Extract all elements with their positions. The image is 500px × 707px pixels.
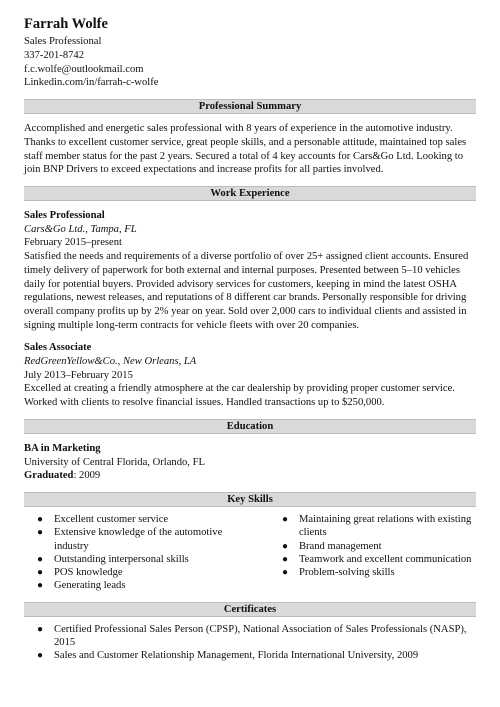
bullet-icon: ● (37, 650, 44, 662)
certificate-item: ● Sales and Customer Relationship Management, Florida International University, 2009 (37, 650, 419, 662)
skill-item: ● POS knowledge (37, 567, 123, 579)
certificates-list (24, 623, 476, 663)
bullet-icon: ● (281, 540, 288, 552)
summary-heading: Professional Summary (24, 99, 476, 114)
skill-item: ● Teamwork and excellent communication (281, 553, 472, 565)
skills-heading: Key Skills (24, 492, 476, 507)
graduation (24, 469, 476, 483)
bullet-icon: ● (37, 580, 44, 592)
skill-item: ● Problem-solving skills (281, 567, 395, 579)
phone-number: 337-201-8742 (24, 49, 85, 61)
job-entry (24, 209, 476, 332)
candidate-name: Farrah Wolfe (24, 16, 108, 32)
skill-item: ● Extensive knowledge of the automotive industry (37, 527, 223, 552)
bullet-icon: ● (37, 567, 44, 579)
job-company: Cars&Go Ltd., Tampa, FL (24, 223, 137, 235)
skills-list (24, 513, 476, 593)
skill-item: ● Outstanding interpersonal skills (37, 553, 189, 565)
skill-item: ● Brand management (281, 540, 382, 552)
graduated-year: : 2009 (73, 470, 101, 482)
candidate-title: Sales Professional (24, 36, 102, 47)
skill-item: ● Maintaining great relations with existing clients (281, 513, 472, 539)
bullet-icon: ● (281, 513, 288, 525)
resume-header (24, 16, 476, 90)
bullet-icon: ● (281, 567, 288, 579)
certificates-heading: Certificates (24, 602, 476, 617)
job-title: Sales Associate (24, 342, 92, 354)
job-dates: July 2013–February 2015 (24, 369, 133, 381)
certificate-item: ● Certified Professional Sales Person (CPSP), National Association of Sales Professionals (NASP), 2015 (37, 623, 467, 649)
school: University of Central Florida, Orlando, FL (24, 456, 205, 468)
linkedin-url: Linkedin.com/in/farrah-c-wolfe (24, 77, 159, 89)
bullet-icon: ● (281, 553, 288, 565)
job-entry (24, 341, 476, 410)
education-heading: Education (24, 419, 476, 434)
bullet-icon: ● (37, 553, 44, 565)
summary-text: Accomplished and energetic sales professional with 8 years of experience in the automotive industry. Thanks to excellent customer service, great people skills, and a personable attitude, maintained top sales staff member status for the past 2 years. Secured a total of 4 key accounts for Cars&Go Ltd. Looking to join BNP Drivers to exceed expectations and increase profits for all parties involved. (24, 123, 467, 176)
job-dates: February 2015–present (24, 237, 122, 249)
skills-column-left (24, 513, 257, 593)
skill-item: ● Generating leads (37, 580, 126, 592)
job-description: Excelled at creating a friendly atmosphere at the car dealership by providing proper customer service. Worked with clients to resolve financial issues. Handled transactions up to $250,000. (24, 383, 455, 409)
experience-heading: Work Experience (24, 186, 476, 201)
job-title: Sales Professional (24, 210, 105, 221)
job-company: RedGreenYellow&Co., New Orleans, LA (24, 356, 197, 368)
education-entry (24, 442, 476, 483)
graduated-label: Graduated (24, 470, 74, 482)
bullet-icon: ● (37, 623, 44, 635)
skill-item: ● Excellent customer service (37, 513, 169, 525)
degree: BA in Marketing (24, 442, 101, 454)
skills-column-right (257, 513, 476, 593)
email-address: f.c.wolfe@outlookmail.com (24, 63, 144, 75)
bullet-icon: ● (37, 513, 44, 525)
job-description: Satisfied the needs and requirements of a diverse portfolio of over 25+ assigned client accounts. Ensured timely delivery of paperwork for both external and internal purposes. Presented between 5–10 vehicles daily for potential buyers. Provided advisory services for customers, keeping in mind the latest OSHA regulations, newest releases, and reputations of 8 different car brands. Personally responsible for driving overall company profits up by 2% year on year. Sold over 2,000 cars to individual clients and assisted in signing multiple long-term contracts for vehicle fleets with over 20 companies. (24, 251, 469, 331)
bullet-icon: ● (37, 527, 44, 539)
